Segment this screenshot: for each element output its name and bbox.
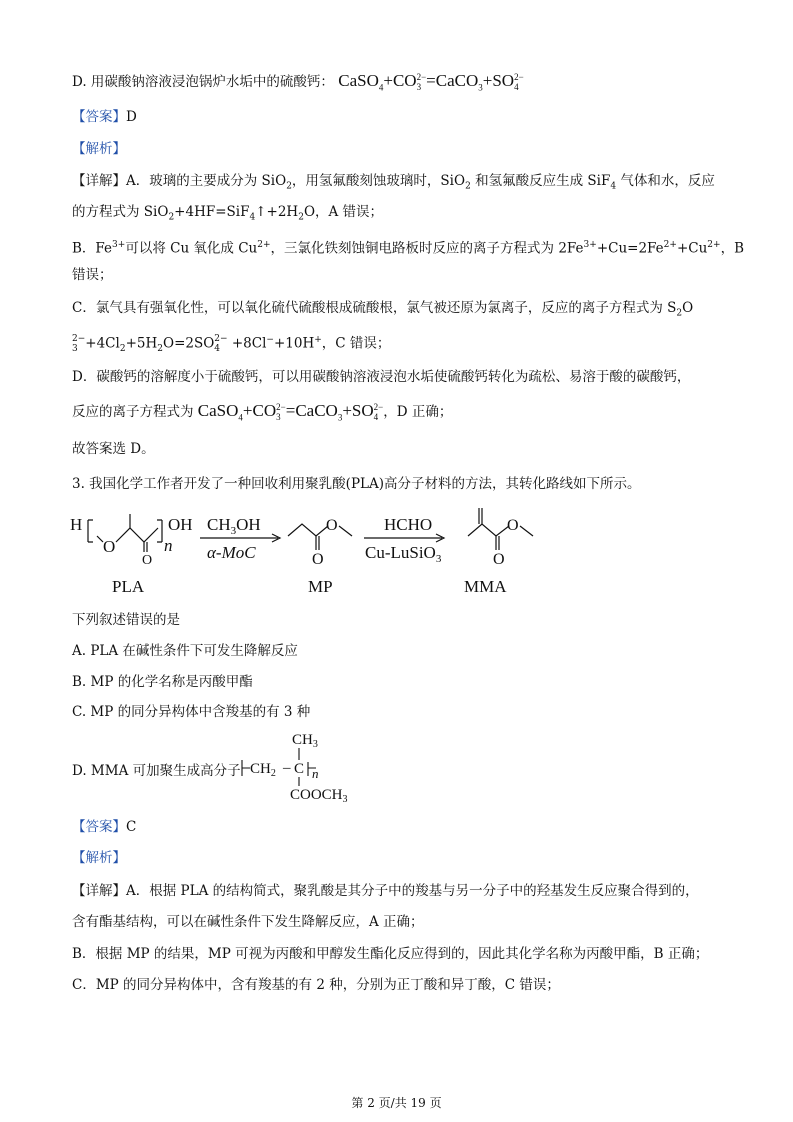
mp-co: O: [312, 551, 324, 568]
detail-b-line-1: [72, 236, 744, 258]
eq-caco: CaCO: [435, 71, 479, 90]
text: 的方程式为 SiO: [72, 204, 169, 220]
option-d-text: D. 用碳酸钠溶液浸泡锅炉水垢中的硫酸钙：: [72, 74, 334, 90]
answer-tag: 【答案】: [72, 109, 126, 125]
eq-plus: +: [383, 71, 393, 90]
detail-2-line-3: [72, 945, 708, 963]
text: ，C 错误；: [321, 335, 391, 352]
option-b: [72, 673, 253, 691]
text: 错误；: [72, 267, 113, 283]
mp-o: O: [326, 517, 338, 534]
detail-c-line-2: [72, 331, 390, 358]
eq: +: [342, 401, 352, 420]
analysis-1: [72, 140, 126, 158]
text: A．玻璃的主要成分为 SiO: [126, 173, 287, 189]
text: +4Cl: [85, 335, 120, 352]
text: B．Fe: [72, 240, 113, 257]
sub: 2: [119, 344, 126, 355]
sup: −: [266, 335, 274, 345]
text: B．根据 MP 的结果，MP 可视为丙酸和甲醇发生酯化反应得到的，因此其化学名称为丙酸甲酯，B 正确；: [72, 946, 709, 962]
text: O，A 错误；: [303, 204, 384, 220]
eq-equals: =: [426, 71, 436, 90]
text: 反应的离子方程式为: [72, 404, 194, 420]
equation-d-2: [197, 401, 384, 423]
text: D. MMA 可加聚生成高分子: [72, 763, 241, 779]
answer-value: D: [126, 109, 137, 125]
polymer-c: C: [294, 761, 305, 777]
sup: 2+: [663, 240, 677, 250]
text: 故答案选 D。: [72, 441, 155, 457]
question-3-ask: [72, 611, 180, 629]
question-text: 3. 我国化学工作者开发了一种回收利用聚乳酸(PLA)高分子材料的方法，其转化路线如下所示。: [72, 476, 641, 492]
eq-ss: [417, 73, 427, 92]
text: +5H: [125, 335, 158, 352]
detail-tag: 【详解】: [72, 883, 126, 899]
sub: 3: [337, 412, 343, 423]
mma-o: O: [507, 517, 519, 534]
sup: 3+: [112, 240, 126, 250]
pla-label: PLA: [112, 577, 145, 596]
text: +Cu: [676, 240, 708, 257]
answer-1: [72, 108, 137, 126]
detail-2-line-4: [72, 976, 560, 994]
sup: 2−: [373, 401, 384, 412]
pla-o: O: [103, 537, 116, 556]
analysis-2: [72, 849, 126, 867]
detail-1-line-2: [72, 203, 383, 227]
text: 气体和水，反应: [616, 173, 715, 189]
analysis-tag: 【解析】: [72, 850, 126, 866]
text: A. PLA 在碱性条件下可发生降解反应: [72, 643, 298, 659]
eq-ss: [374, 403, 384, 422]
text: B. MP 的化学名称是丙酸甲酯: [72, 674, 253, 690]
eq-sub: 3: [416, 81, 422, 92]
answer-tag: 【答案】: [72, 819, 126, 835]
sub: 2: [168, 212, 175, 223]
text: 和氢氟酸反应生成 SiF: [470, 173, 611, 189]
option-d-line: [72, 72, 524, 96]
detail-2-line-2: [72, 913, 424, 931]
sup: +: [314, 335, 322, 345]
text: 下列叙述错误的是: [72, 612, 180, 628]
eq-sub: 4: [514, 81, 519, 92]
text: C. MP 的同分异构体中含羧基的有 3 种: [72, 704, 311, 720]
sub: 2: [298, 212, 304, 223]
text: +Cu=2Fe: [596, 240, 664, 257]
analysis-tag: 【解析】: [72, 141, 126, 157]
sub: 2: [286, 181, 292, 192]
text: +8Cl: [227, 335, 267, 352]
detail-2-line-1: [72, 882, 699, 900]
mma-co: O: [493, 551, 505, 568]
polymer-structure: [238, 728, 378, 804]
text: O=2SO: [163, 335, 215, 352]
option-a: [72, 642, 298, 660]
text: C．MP 的同分异构体中，含有羧基的有 2 种，分别为正丁酸和异丁酸，C 错误；: [72, 977, 560, 993]
eq: CaSO: [197, 401, 239, 420]
eq-ss: [72, 335, 85, 354]
eq-ss: [214, 335, 227, 354]
eq-co: CO: [392, 71, 417, 90]
eq-so: SO: [492, 71, 515, 90]
sup: 2+: [257, 240, 271, 250]
text: 含有酯基结构，可以在碱性条件下发生降解反应，A 正确；: [72, 914, 424, 930]
eq: CO: [252, 401, 277, 420]
eq-sup: 2−: [416, 71, 427, 82]
detail-d-line-2: [72, 402, 452, 426]
sub: 4: [610, 181, 617, 192]
eq-sup: 2−: [514, 71, 524, 82]
text: A．根据 PLA 的结构简式，聚乳酸是其分子中的羧基与另一分子中的羟基发生反应聚合得到的，: [126, 883, 699, 899]
eq-sub: 4: [378, 82, 384, 93]
text: +10H: [273, 335, 315, 352]
sub: 2: [676, 308, 683, 319]
pla-oh: OH: [168, 515, 193, 534]
text: ，B: [720, 240, 744, 257]
answer-2: [72, 818, 136, 836]
sup: 2−: [276, 401, 286, 412]
sub: 2: [157, 344, 163, 355]
pla-n: n: [164, 536, 173, 555]
text: ，三氯化铁刻蚀铜电路板时反应的离子方程式为 2Fe: [270, 240, 584, 257]
detail-d-line-1: [72, 368, 690, 386]
sup: 2−: [214, 333, 228, 344]
detail-c-line-1: [72, 299, 693, 323]
sup: 2−: [72, 333, 86, 344]
eq-plus: +: [482, 71, 493, 90]
text: O: [682, 300, 694, 316]
eq: =: [285, 401, 296, 420]
polymer-ch2: $CH_2$: [250, 761, 276, 779]
sub: 4: [214, 343, 221, 354]
reagent-1-top: $CH_3OH$: [207, 515, 261, 537]
sub: 3: [72, 343, 78, 354]
option-d: [72, 762, 241, 780]
detail-tag: 【详解】: [72, 173, 126, 189]
text: ↑+2H: [255, 204, 299, 220]
sub: 4: [238, 412, 243, 423]
mma-label: MMA: [464, 577, 507, 596]
polymer-ch3: $CH_3$: [292, 732, 318, 750]
equation-d: [338, 71, 524, 93]
sup: 3+: [583, 240, 597, 250]
text: ，用氢氟酸刻蚀玻璃时，SiO: [291, 173, 466, 189]
eq: SO: [351, 401, 374, 420]
detail-b-line-2: [72, 266, 113, 284]
option-c: [72, 703, 310, 721]
sub: 2: [465, 181, 471, 192]
eq-sub: 3: [478, 82, 483, 93]
conclusion-1: [72, 440, 155, 458]
eq-ss: [276, 403, 286, 422]
polymer-dash: –: [283, 760, 291, 776]
page-footer: 第 2 页/共 19 页: [351, 1096, 442, 1110]
sub: 4: [373, 411, 379, 422]
text: ，D 正确；: [383, 404, 453, 420]
pla-c-o: O: [142, 553, 153, 568]
text: 可以将 Cu 氧化成 Cu: [125, 240, 258, 257]
reaction-scheme: [60, 500, 620, 610]
reagent-2-top: HCHO: [384, 515, 433, 534]
sub: 4: [249, 212, 256, 223]
mp-label: MP: [308, 577, 333, 596]
sup: 2+: [707, 240, 721, 250]
sub: 3: [276, 411, 281, 422]
polymer-cooch3: $COOCH_3$: [290, 787, 348, 804]
text: +4HF=SiF: [174, 204, 250, 220]
detail-1-line-1: [72, 172, 715, 196]
question-3: [72, 475, 641, 493]
text: D．碳酸钙的溶解度小于硫酸钙，可以用碳酸钠溶液浸泡水垢使硫酸钙转化为疏松、易溶于酸的碳酸钙，: [72, 369, 691, 385]
pla-h: H: [70, 515, 83, 534]
eq-ss: [514, 73, 524, 92]
eq: CaCO: [295, 401, 338, 420]
text: C．氯气具有强氧化性，可以氧化硫代硫酸根成硫酸根，氯气被还原为氯离子，反应的离子方程式为 S: [72, 300, 677, 316]
reagent-1-bottom: α-MoC: [207, 543, 256, 562]
answer-value: C: [126, 819, 137, 835]
eq-caso4: CaSO: [338, 71, 379, 90]
eq: +: [242, 401, 253, 420]
polymer-n: n: [312, 766, 319, 781]
reagent-2-bottom: Cu-LuSiO$_3$: [365, 543, 442, 565]
